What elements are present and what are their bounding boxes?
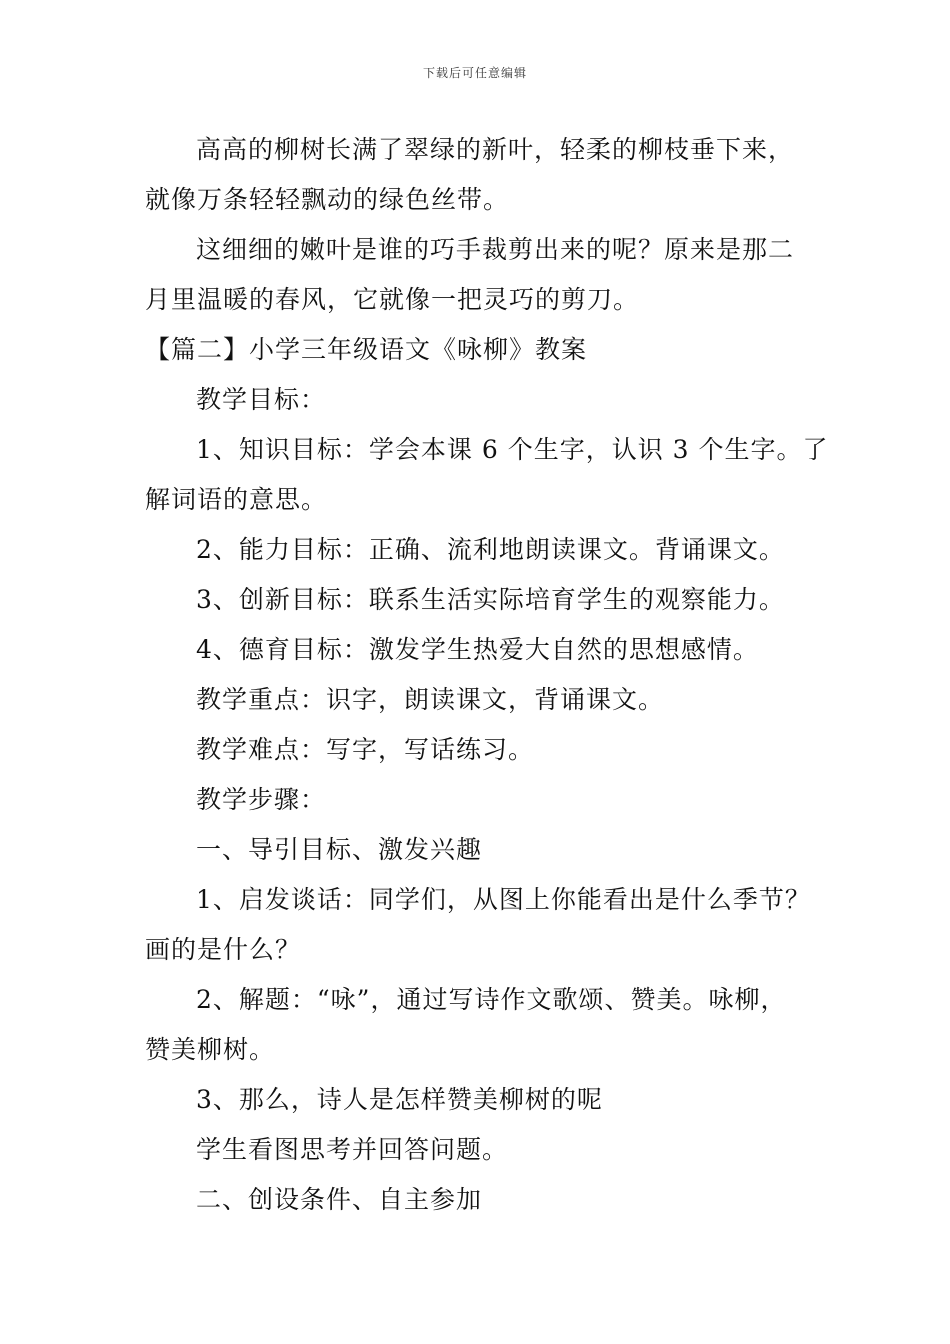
paragraph-line: 教学难点：写字，写话练习。: [196, 735, 535, 764]
paragraph-line: 解词语的意思。: [145, 485, 328, 514]
paragraph-line: 画的是什么？: [145, 935, 302, 964]
paragraph-line: 1、启发谈话：同学们，从图上你能看出是什么季节？: [196, 885, 811, 914]
paragraph-line: 3、那么，诗人是怎样赞美柳树的呢: [196, 1085, 603, 1114]
paragraph-line: 赞美柳树。: [145, 1035, 276, 1064]
paragraph-line: 学生看图思考并回答问题。: [196, 1135, 509, 1164]
paragraph-line: 2、能力目标：正确、流利地朗读课文。背诵课文。: [196, 535, 785, 564]
section-heading: 【篇二】小学三年级语文《咏柳》教案: [145, 335, 588, 364]
paragraph-line: 就像万条轻轻飘动的绿色丝带。: [145, 185, 510, 214]
paragraph-line: 2、解题：“咏”，通过写诗作文歌颂、赞美。咏柳，: [196, 985, 787, 1014]
paragraph-line: 教学目标：: [196, 385, 327, 414]
paragraph-line: 二、创设条件、自主参加: [196, 1185, 483, 1214]
paragraph-line: 1、知识目标：学会本课 6 个生字，认识 3 个生字。了: [196, 435, 829, 464]
paragraph-line: 4、德育目标：激发学生热爱大自然的思想感情。: [196, 635, 759, 664]
paragraph-line: 高高的柳树长满了翠绿的新叶，轻柔的柳枝垂下来，: [196, 135, 795, 164]
paragraph-line: 教学重点：识字，朗读课文，背诵课文。: [196, 685, 665, 714]
page-header: 下载后可任意编辑: [422, 66, 527, 80]
paragraph-line: 教学步骤：: [196, 785, 327, 814]
paragraph-line: 一、导引目标、激发兴趣: [196, 835, 483, 864]
paragraph-line: 月里温暖的春风，它就像一把灵巧的剪刀。: [145, 285, 640, 314]
paragraph-line: 这细细的嫩叶是谁的巧手裁剪出来的呢？原来是那二: [196, 235, 795, 264]
paragraph-line: 3、创新目标：联系生活实际培育学生的观察能力。: [196, 585, 785, 614]
